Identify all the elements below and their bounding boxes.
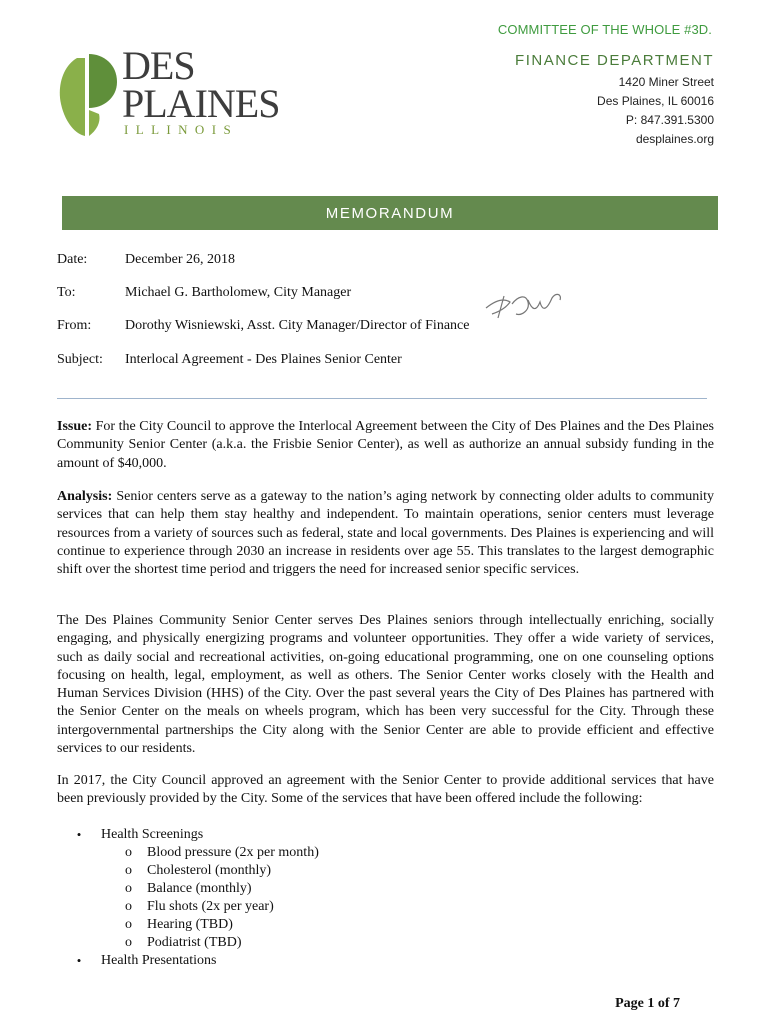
sub-list-item xyxy=(57,898,319,916)
department-block xyxy=(515,52,714,149)
department-website: desplaines.org xyxy=(635,132,714,146)
memo-to-row xyxy=(57,285,351,301)
logo-text-illinois: ILLINOIS xyxy=(124,122,239,137)
department-address1: 1420 Miner Street xyxy=(618,75,714,89)
sub-bullet-marker: o xyxy=(125,881,132,896)
sub-list-item xyxy=(57,844,319,862)
to-label: To: xyxy=(57,285,76,300)
sub-item-text: Hearing (TBD) xyxy=(147,917,233,932)
date-label: Date: xyxy=(57,252,88,267)
bullet-marker: • xyxy=(76,953,82,968)
department-address2: Des Plaines, IL 60016 xyxy=(597,94,714,108)
logo-text-des: DES xyxy=(122,43,195,88)
page-number: Page 1 of 7 xyxy=(615,996,680,1011)
sub-bullet-marker: o xyxy=(125,863,132,878)
sub-item-text: Podiatrist (TBD) xyxy=(147,935,242,950)
subject-label: Subject: xyxy=(57,352,103,367)
service-label: Health Presentations xyxy=(101,953,217,968)
sub-item-text: Blood pressure (2x per month) xyxy=(147,845,319,860)
sub-bullet-marker: o xyxy=(125,935,132,950)
sub-bullet-marker: o xyxy=(125,845,132,860)
signature-initials xyxy=(478,282,566,326)
issue-text: For the City Council to approve the Interlocal Agreement between the City of Des Plaines and the Des Plaines Community Senior Center (a.k.a. the Frisbie Senior Center), as well as authorize an annual subsidy funding in the amount of $40,000. xyxy=(57,419,714,471)
services-list xyxy=(57,826,319,970)
subject-value: Interlocal Agreement - Des Plaines Senior Center xyxy=(125,352,402,367)
service-label: Health Screenings xyxy=(101,827,204,842)
sub-bullet-marker: o xyxy=(125,899,132,914)
memo-date-row xyxy=(57,252,235,268)
agreement-paragraph: In 2017, the City Council approved an agreement with the Senior Center to provide additional services that have been previously provided by the City. Some of the services that have been offered include the following: xyxy=(57,773,714,807)
list-item xyxy=(57,952,319,970)
department-phone: P: 847.391.5300 xyxy=(625,113,714,127)
memo-subject-row xyxy=(57,352,402,368)
list-item xyxy=(57,826,319,844)
sub-bullet-marker: o xyxy=(125,917,132,932)
analysis-label: Analysis: xyxy=(57,489,113,504)
analysis-text: Senior centers serve as a gateway to the nation’s aging network by connecting older adults to community services that can help them stay healthy and independent. To maintain operations, senior centers must leverage resources from a variety of sources such as federal, state and local governments. Des Plaines is experiencing and will continue to experience through 2030 an increase in residents over age 55. This translates to the largest demographic shift over the shortest time period and triggers the need for increased senior specific services. xyxy=(57,489,714,578)
bullet-marker: • xyxy=(76,827,82,842)
sub-list-item xyxy=(57,916,319,934)
date-value: December 26, 2018 xyxy=(125,252,236,267)
analysis-paragraph xyxy=(57,488,714,579)
sub-list-item xyxy=(57,880,319,898)
logo-text-plaines: PLAINES xyxy=(122,81,280,126)
senior-center-paragraph: The Des Plaines Community Senior Center serves Des Plaines seniors through intellectually enriching, socially engaging, and physically energizing programs and volunteer opportunities. They offer a wide variety of services, such as daily social and recreational activities, on-going educational programming, one on one counseling options focusing on health, legal, employment, as well as others. The Senior Center works closely with the Health and Human Services Division (HHS) of the City. Over the past several years the City of Des Plaines has partnered with the Senior Center on the meals on wheels program, which has been very successful for the City. Through these intergovernmental partnerships the City along with the Senior Center are able to provide efficient and effective services to our residents. xyxy=(57,613,714,757)
committee-label: COMMITTEE OF THE WHOLE #3D. xyxy=(497,22,712,37)
memo-from-row xyxy=(57,318,469,334)
sub-list-item xyxy=(57,862,319,880)
header-divider xyxy=(57,398,707,399)
to-value: Michael G. Bartholomew, City Manager xyxy=(125,285,352,300)
issue-paragraph xyxy=(57,418,714,473)
sub-item-text: Cholesterol (monthly) xyxy=(147,863,272,878)
issue-label: Issue: xyxy=(57,419,93,434)
sub-item-text: Flu shots (2x per year) xyxy=(147,899,274,914)
department-name: FINANCE DEPARTMENT xyxy=(515,52,714,69)
sub-list-item xyxy=(57,934,319,952)
from-value: Dorothy Wisniewski, Asst. City Manager/Director of Finance xyxy=(125,318,470,333)
from-label: From: xyxy=(57,318,92,333)
sub-item-text: Balance (monthly) xyxy=(147,881,252,896)
memorandum-banner: MEMORANDUM xyxy=(62,196,718,230)
